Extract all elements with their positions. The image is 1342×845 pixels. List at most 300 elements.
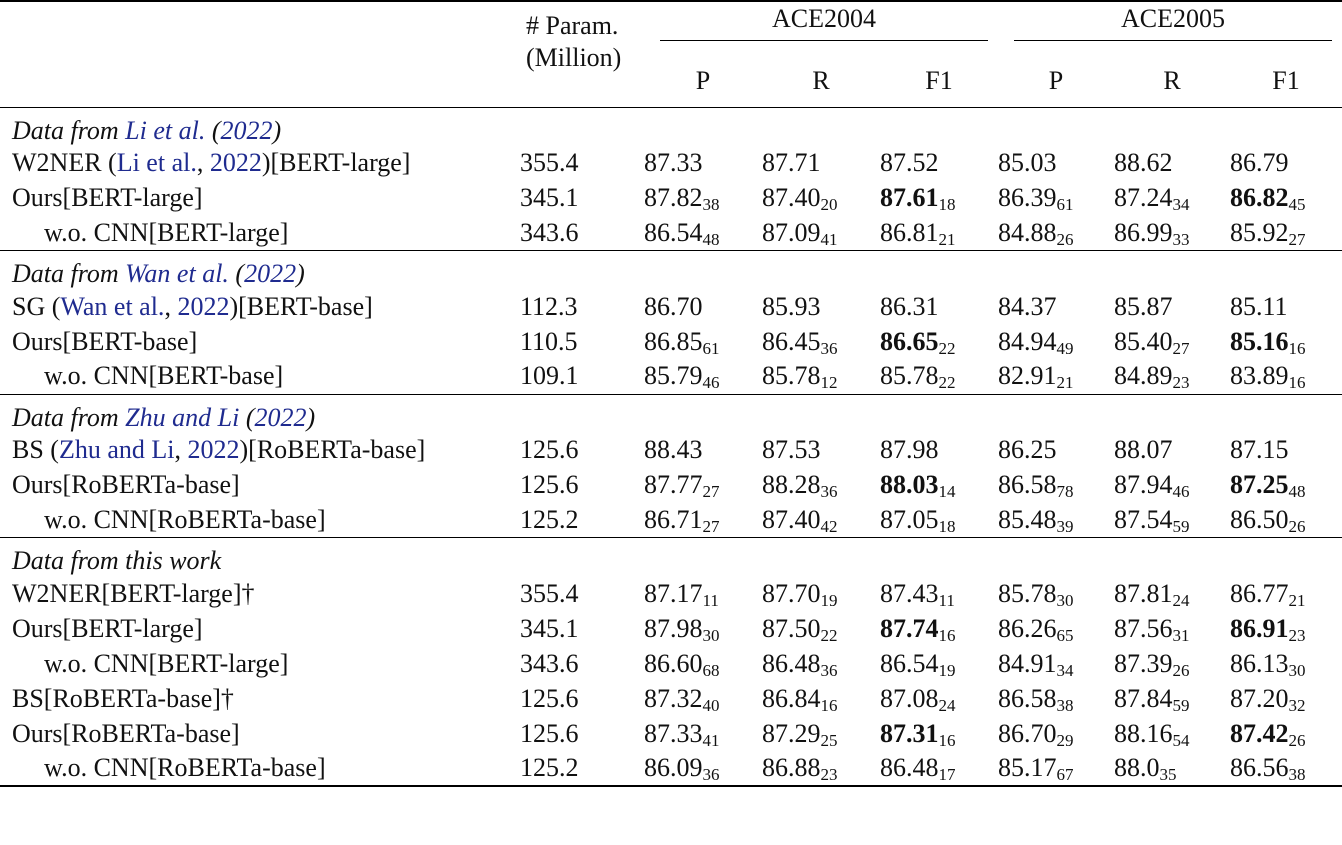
metric-value: 85.78 <box>998 578 1057 608</box>
param-cell: 125.6 <box>520 470 579 499</box>
metric-std: 23 <box>1172 373 1190 393</box>
metric-value: 87.42 <box>1230 718 1289 748</box>
ace2005-r-header: R <box>1163 65 1181 95</box>
metric-std: 65 <box>1056 625 1074 645</box>
metric-cell <box>1114 716 1230 751</box>
metric-std: 45 <box>1288 195 1306 214</box>
metric-value: 86.70 <box>998 718 1057 748</box>
metric-cell <box>644 576 762 611</box>
empty-cell <box>1230 538 1342 577</box>
metric-value: 84.88 <box>998 217 1057 247</box>
empty-cell <box>1114 394 1230 433</box>
metric-cell <box>998 716 1114 751</box>
empty-cell <box>880 107 998 146</box>
metric-std: 35 <box>1159 765 1177 784</box>
metric-cell <box>880 716 998 751</box>
metric-std: 21 <box>1056 373 1074 393</box>
model-name-cell: Ours[BERT-base] <box>12 326 198 356</box>
model-name-cite: Wan et al. <box>60 291 165 321</box>
model-name-mid: , <box>174 435 188 464</box>
metric-value: 88.0 <box>1114 753 1160 782</box>
empty-cell <box>1114 538 1230 577</box>
table-row <box>0 359 1342 394</box>
metric-cell <box>880 503 998 538</box>
metric-value: 87.52 <box>880 148 939 177</box>
model-name-cell: Ours[RoBERTa-base] <box>12 718 240 748</box>
metric-cell <box>880 611 998 646</box>
metric-std: 48 <box>1288 482 1306 501</box>
model-name-cell: BS[RoBERTa-base]† <box>12 683 234 713</box>
model-name-cell: Ours[RoBERTa-base] <box>12 470 240 499</box>
metric-cell <box>1114 433 1230 468</box>
metric-std: 36 <box>820 660 838 680</box>
metric-value: 86.13 <box>1230 648 1289 678</box>
empty-cell <box>1230 251 1342 290</box>
metric-std: 23 <box>1288 625 1306 645</box>
metric-value: 84.37 <box>998 291 1057 321</box>
metric-cell <box>880 324 998 359</box>
section-title-paren: ( <box>228 259 245 288</box>
metric-value: 86.91 <box>1230 613 1289 643</box>
metric-value: 85.17 <box>998 753 1057 782</box>
metric-value: 87.09 <box>762 217 821 247</box>
metric-cell <box>1230 324 1342 359</box>
metric-cell <box>998 751 1114 786</box>
metric-value: 87.81 <box>1114 578 1173 608</box>
metric-value: 85.11 <box>1230 291 1288 321</box>
metric-value: 86.54 <box>880 648 939 678</box>
metric-value: 86.39 <box>998 183 1057 212</box>
metric-value: 86.54 <box>644 217 703 247</box>
empty-cell <box>762 107 880 146</box>
metric-cell <box>762 359 880 394</box>
metric-value: 85.40 <box>1114 326 1173 356</box>
section-title-cite: Li et al. <box>125 115 206 145</box>
metric-value: 87.43 <box>880 578 939 608</box>
metric-value: 86.99 <box>1114 217 1173 247</box>
section-title-year: 2022 <box>254 402 307 432</box>
metric-cell <box>1114 359 1230 394</box>
metric-value: 86.65 <box>880 326 939 356</box>
metric-std: 46 <box>1172 482 1190 501</box>
metric-cell <box>1114 503 1230 538</box>
model-name-pre: SG ( <box>12 291 61 321</box>
metric-value: 87.53 <box>762 435 821 464</box>
metric-std: 42 <box>820 516 838 536</box>
metric-value: 87.98 <box>644 613 703 643</box>
empty-cell <box>998 107 1114 146</box>
section-title-paren: ( <box>205 115 221 145</box>
metric-cell <box>644 216 762 251</box>
metric-cell <box>998 576 1114 611</box>
metric-cell <box>998 216 1114 251</box>
metric-value: 87.77 <box>644 470 703 499</box>
model-name-post: )[RoBERTa-base] <box>239 435 426 464</box>
metric-std: 49 <box>1056 338 1074 358</box>
metric-cell <box>644 751 762 786</box>
empty-cell <box>1114 251 1230 290</box>
section-title-row <box>0 394 1342 433</box>
metric-cell <box>1114 646 1230 681</box>
section-title-paren: ( <box>239 402 255 432</box>
metric-cell <box>1230 611 1342 646</box>
metric-value: 87.82 <box>644 183 703 212</box>
metric-value: 87.50 <box>762 613 821 643</box>
metric-std: 39 <box>1056 516 1074 536</box>
metric-std: 41 <box>820 229 838 249</box>
metric-value: 88.03 <box>880 470 939 499</box>
metric-cell <box>880 146 998 181</box>
metric-cell <box>1114 681 1230 716</box>
metric-cell <box>762 216 880 251</box>
metric-value: 88.16 <box>1114 718 1173 748</box>
metric-cell <box>644 181 762 216</box>
section-title-row <box>0 107 1342 146</box>
metric-cell <box>644 289 762 324</box>
table-row <box>0 216 1342 251</box>
metric-std: 30 <box>1056 590 1074 610</box>
param-cell: 125.2 <box>520 504 579 534</box>
metric-std: 17 <box>938 765 956 784</box>
metric-value: 86.50 <box>1230 504 1289 534</box>
metric-std: 14 <box>938 482 956 501</box>
metric-cell <box>762 289 880 324</box>
table-row <box>0 681 1342 716</box>
metric-cell <box>998 503 1114 538</box>
metric-cell <box>644 611 762 646</box>
metric-value: 86.71 <box>644 504 703 534</box>
model-name-cite: Li et al. <box>116 148 197 177</box>
table-row <box>0 503 1342 538</box>
table-row <box>0 611 1342 646</box>
metric-value: 88.07 <box>1114 435 1173 464</box>
metric-std: 48 <box>702 229 720 249</box>
metric-std: 36 <box>820 338 838 358</box>
metric-cell <box>644 433 762 468</box>
metric-std: 16 <box>1288 338 1306 358</box>
metric-value: 87.70 <box>762 578 821 608</box>
metric-value: 87.24 <box>1114 183 1173 212</box>
metric-std: 20 <box>820 195 838 214</box>
metric-std: 19 <box>938 660 956 680</box>
model-name-year: 2022 <box>187 435 240 464</box>
empty-cell <box>520 107 644 146</box>
metric-std: 34 <box>1172 195 1190 214</box>
param-cell: 355.4 <box>520 578 579 608</box>
metric-cell <box>762 468 880 503</box>
section-title-prefix: Data from <box>12 259 126 288</box>
metric-cell <box>644 681 762 716</box>
metric-value: 86.58 <box>998 470 1057 499</box>
metric-value: 87.29 <box>762 718 821 748</box>
metric-value: 84.89 <box>1114 361 1173 391</box>
empty-cell <box>644 107 762 146</box>
metric-cell <box>998 359 1114 394</box>
metric-cell <box>762 324 880 359</box>
metric-cell <box>880 216 998 251</box>
model-name-cell: Ours[BERT-large] <box>12 183 203 212</box>
metric-std: 18 <box>938 195 956 214</box>
empty-cell <box>644 394 762 433</box>
ace2005-f1-header: F1 <box>1272 65 1300 95</box>
param-cell: 125.6 <box>520 718 579 748</box>
empty-cell <box>644 538 762 577</box>
section-title-paren: ) <box>306 402 316 432</box>
metric-cell <box>1114 146 1230 181</box>
metric-value: 86.84 <box>762 683 821 713</box>
param-cell: 345.1 <box>520 183 579 212</box>
metric-cell <box>998 324 1114 359</box>
metric-value: 86.88 <box>762 753 821 782</box>
metric-std: 11 <box>702 590 719 610</box>
model-name-mid: , <box>164 291 178 321</box>
metric-cell <box>1230 751 1342 786</box>
metric-cell <box>1114 611 1230 646</box>
metric-value: 87.31 <box>880 718 939 748</box>
metric-std: 19 <box>820 590 838 610</box>
model-name-post: )[BERT-base] <box>229 291 373 321</box>
metric-std: 59 <box>1172 695 1190 715</box>
ace2004-r-header: R <box>812 65 830 95</box>
param-cell: 125.6 <box>520 435 579 464</box>
metric-cell <box>998 468 1114 503</box>
metric-cell <box>880 681 998 716</box>
metric-cell <box>880 468 998 503</box>
metric-cell <box>644 503 762 538</box>
metric-cell <box>1114 324 1230 359</box>
model-name-year: 2022 <box>177 291 230 321</box>
section-title-cite: Zhu and Li <box>125 402 240 432</box>
metric-value: 86.48 <box>880 753 939 782</box>
metric-cell <box>1114 216 1230 251</box>
section-title <box>0 394 520 433</box>
metric-value: 87.94 <box>1114 470 1173 499</box>
metric-std: 24 <box>938 695 956 715</box>
table-row <box>0 751 1342 786</box>
metric-std: 27 <box>1172 338 1190 358</box>
empty-cell <box>998 251 1114 290</box>
table-row <box>0 576 1342 611</box>
section-title-paren: ) <box>296 259 305 288</box>
metric-cell <box>998 646 1114 681</box>
metric-cell <box>1230 503 1342 538</box>
metric-std: 22 <box>820 625 838 645</box>
metric-std: 46 <box>702 373 720 393</box>
table-row <box>0 716 1342 751</box>
metric-value: 87.08 <box>880 683 939 713</box>
model-name-cell <box>0 289 520 324</box>
empty-cell <box>762 538 880 577</box>
param-header-line1: # Param. <box>520 1 644 41</box>
empty-cell <box>1230 394 1342 433</box>
metric-std: 36 <box>820 482 838 501</box>
metric-cell <box>998 611 1114 646</box>
metric-std: 68 <box>702 660 720 680</box>
metric-cell <box>762 576 880 611</box>
metric-value: 87.17 <box>644 578 703 608</box>
param-cell: 112.3 <box>520 291 578 321</box>
metric-cell <box>880 181 998 216</box>
metric-std: 38 <box>1056 695 1074 715</box>
section-title-year: 2022 <box>220 115 273 145</box>
metric-std: 22 <box>938 373 956 393</box>
metric-cell <box>762 681 880 716</box>
dataset-ace2005-header: ACE2005 <box>1014 4 1332 41</box>
metric-value: 85.93 <box>762 291 821 321</box>
metric-cell <box>1230 681 1342 716</box>
metric-std: 41 <box>702 730 720 750</box>
metric-value: 86.09 <box>644 753 703 782</box>
model-name-pre: BS ( <box>12 435 59 464</box>
metric-value: 87.74 <box>880 613 939 643</box>
model-name-cell: w.o. CNN[BERT-large] <box>44 217 289 247</box>
metric-value: 87.05 <box>880 504 939 534</box>
empty-cell <box>880 394 998 433</box>
metric-cell <box>1114 576 1230 611</box>
param-cell: 125.6 <box>520 683 579 713</box>
table-body <box>0 107 1342 786</box>
table-row <box>0 433 1342 468</box>
metric-std: 16 <box>820 695 838 715</box>
metric-value: 86.58 <box>998 683 1057 713</box>
param-cell: 355.4 <box>520 148 579 177</box>
metric-cell <box>762 751 880 786</box>
metric-std: 27 <box>1288 229 1306 249</box>
metric-value: 86.25 <box>998 435 1057 464</box>
metric-value: 88.43 <box>644 435 703 464</box>
metric-cell <box>1230 359 1342 394</box>
metric-cell <box>1230 646 1342 681</box>
metric-std: 38 <box>702 195 720 214</box>
metric-std: 59 <box>1172 516 1190 536</box>
table-row <box>0 289 1342 324</box>
param-cell: 345.1 <box>520 613 579 643</box>
model-name-cell: w.o. CNN[BERT-base] <box>44 361 284 391</box>
metric-value: 86.60 <box>644 648 703 678</box>
metric-value: 86.45 <box>762 326 821 356</box>
metric-cell <box>998 146 1114 181</box>
metric-value: 84.94 <box>998 326 1057 356</box>
metric-value: 87.33 <box>644 148 703 177</box>
empty-cell <box>762 251 880 290</box>
metric-std: 36 <box>702 765 720 784</box>
table-header <box>0 1 1342 107</box>
metric-value: 86.77 <box>1230 578 1289 608</box>
metric-value: 86.79 <box>1230 148 1289 177</box>
section-title <box>0 107 520 146</box>
metric-cell <box>644 324 762 359</box>
metric-cell <box>1114 751 1230 786</box>
empty-cell <box>520 538 644 577</box>
metric-std: 22 <box>938 338 956 358</box>
ace2004-f1-header: F1 <box>925 65 953 95</box>
metric-value: 86.70 <box>644 291 703 321</box>
metric-value: 85.48 <box>998 504 1057 534</box>
metric-std: 24 <box>1172 590 1190 610</box>
section-title-prefix: Data from <box>12 402 126 432</box>
metric-std: 26 <box>1172 660 1190 680</box>
metric-value: 87.15 <box>1230 435 1289 464</box>
metric-cell <box>880 576 998 611</box>
metric-std: 78 <box>1056 482 1074 501</box>
metric-value: 86.85 <box>644 326 703 356</box>
metric-std: 61 <box>702 338 720 358</box>
metric-std: 18 <box>938 516 956 536</box>
model-name-post: )[BERT-large] <box>261 148 411 177</box>
section-title-year: 2022 <box>244 259 297 288</box>
section-title-prefix: Data from <box>12 115 126 145</box>
metric-std: 67 <box>1056 765 1074 784</box>
empty-cell <box>998 394 1114 433</box>
metric-cell <box>880 433 998 468</box>
metric-value: 87.39 <box>1114 648 1173 678</box>
empty-cell <box>520 251 644 290</box>
table-row <box>0 146 1342 181</box>
model-name-year: 2022 <box>209 148 262 177</box>
metric-cell <box>762 503 880 538</box>
metric-std: 26 <box>1288 516 1306 536</box>
metric-std: 27 <box>702 482 720 501</box>
metric-cell <box>880 751 998 786</box>
metric-value: 87.61 <box>880 183 939 212</box>
model-name-cell: w.o. CNN[BERT-large] <box>44 648 289 678</box>
metric-std: 26 <box>1288 730 1306 750</box>
metric-std: 33 <box>1172 229 1190 249</box>
metric-std: 32 <box>1288 695 1306 715</box>
metric-cell <box>1114 181 1230 216</box>
metric-std: 40 <box>702 695 720 715</box>
metric-value: 86.48 <box>762 648 821 678</box>
param-cell: 125.2 <box>520 751 644 786</box>
metric-std: 30 <box>1288 660 1306 680</box>
metric-std: 12 <box>820 373 838 393</box>
model-name-cell: w.o. CNN[RoBERTa-base] <box>0 751 520 786</box>
model-name-cell: Ours[BERT-large] <box>12 613 203 643</box>
section-title: Data from this work <box>0 538 520 577</box>
model-name-cell: W2NER[BERT-large]† <box>12 578 255 608</box>
metric-std: 61 <box>1056 195 1074 214</box>
metric-cell <box>1230 576 1342 611</box>
empty-cell <box>880 538 998 577</box>
metric-cell <box>762 611 880 646</box>
dataset-ace2004-header: ACE2004 <box>660 4 988 41</box>
metric-std: 30 <box>702 625 720 645</box>
metric-value: 85.16 <box>1230 326 1289 356</box>
metric-cell <box>762 716 880 751</box>
metric-value: 84.91 <box>998 648 1057 678</box>
metric-value: 86.56 <box>1230 753 1289 782</box>
metric-std: 27 <box>702 516 720 536</box>
empty-cell <box>644 251 762 290</box>
metric-cell <box>1230 146 1342 181</box>
ace2005-p-header: P <box>1048 65 1064 95</box>
metric-value: 87.32 <box>644 683 703 713</box>
metric-cell <box>762 146 880 181</box>
metric-value: 85.79 <box>644 361 703 391</box>
metric-std: 38 <box>1288 765 1306 784</box>
metric-std: 31 <box>1172 625 1190 645</box>
param-header-line2: (Million) <box>526 43 622 72</box>
metric-cell <box>998 181 1114 216</box>
empty-cell <box>762 394 880 433</box>
metric-value: 87.20 <box>1230 683 1289 713</box>
metric-cell <box>880 359 998 394</box>
section-title-row <box>0 538 1342 577</box>
metric-value: 87.40 <box>762 504 821 534</box>
metric-value: 86.31 <box>880 291 939 321</box>
metric-cell <box>644 359 762 394</box>
section-title-cite: Wan et al. <box>125 259 229 288</box>
